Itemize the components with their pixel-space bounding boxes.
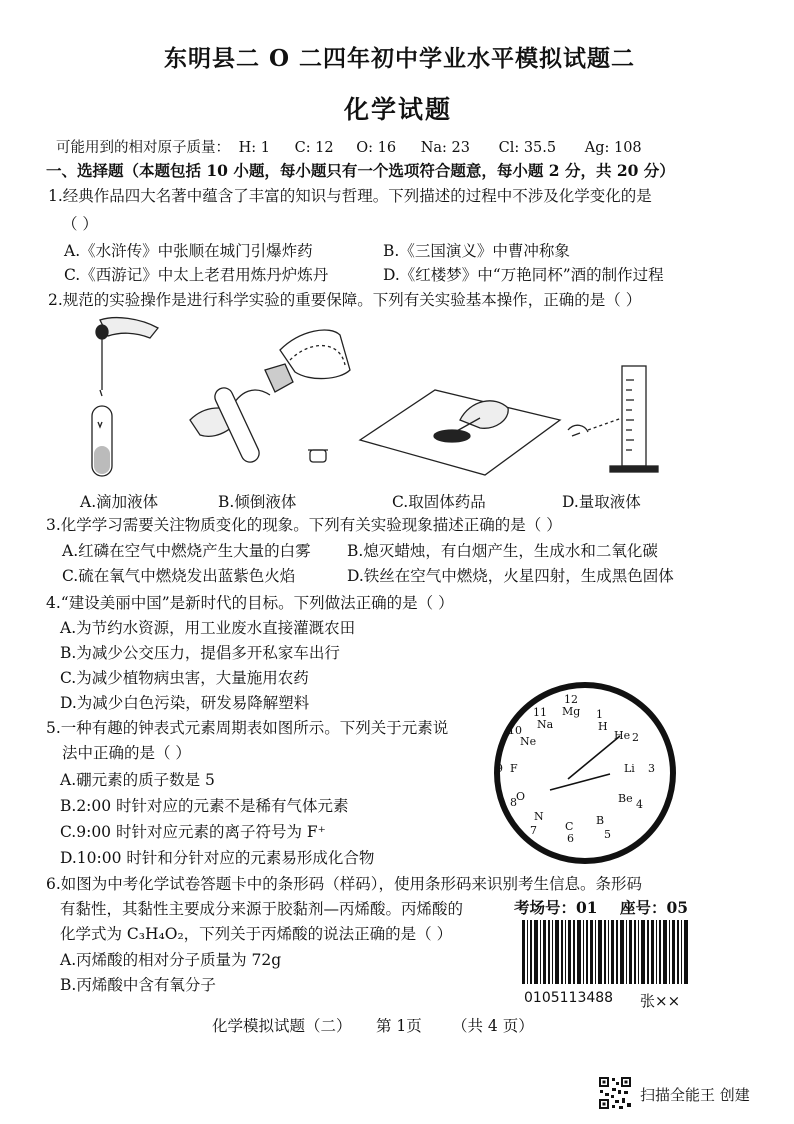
clock-num-1: 1 (596, 708, 603, 721)
q1-option-c: C.《西游记》中太上老君用炼丹炉炼丹 (64, 266, 329, 284)
q4-option-d: D.为减少白色污染，研发易降解塑料 (60, 694, 310, 712)
clock-el-be: Be (618, 792, 633, 805)
clock-face (497, 685, 673, 861)
mass-h: H: 1 (238, 140, 270, 156)
clock-el-o: O (516, 790, 526, 803)
clock-el-li: Li (624, 762, 635, 775)
clock-el-h: H (598, 720, 608, 733)
q1-option-d: D.《红楼梦》中“万艳同杯”酒的制作过程 (383, 266, 664, 284)
clock-el-n: N (534, 810, 544, 823)
clock-el-c: C (565, 820, 574, 833)
clock-periodic-table (490, 678, 680, 868)
clock-num-3: 3 (648, 762, 655, 775)
footer-title: 化学模拟试题（二） (212, 1017, 352, 1035)
clock-num-6: 6 (567, 832, 574, 845)
q4-option-c: C.为减少植物病虫害，大量施用农药 (60, 669, 309, 687)
q5-stem-1: 5.一种有趣的钟表式元素周期表如图所示。下列关于元素说 (46, 719, 449, 737)
q2-caption-a: A.滴加液体 (80, 493, 159, 511)
mass-na: Na: 23 (420, 140, 470, 156)
q5-option-a: A.硼元素的质子数是 5 (60, 771, 215, 789)
clock-el-ne: Ne (520, 735, 537, 748)
solid-illustration (360, 390, 560, 475)
clock-num-4: 4 (636, 798, 643, 811)
clock-el-na: Na (537, 718, 554, 731)
clock-el-b: B (596, 814, 605, 827)
q1-blank: （ ） (62, 215, 98, 233)
q5-option-d: D.10:00 时针和分针对应的元素易形成化合物 (60, 849, 375, 867)
q1-stem: 1.经典作品四大名著中蕴含了丰富的知识与哲理。下列描述的过程中不涉及化学变化的是 (48, 187, 652, 205)
dropper-illustration (92, 318, 158, 476)
q5-stem-2: 法中正确的是（ ） (62, 744, 191, 762)
q1-option-a: A.《水浒传》中张顺在城门引爆炸药 (64, 242, 313, 260)
q3-option-b: B.熄灭蜡烛，有白烟产生，生成水和二氧化碳 (347, 542, 658, 560)
footer-page: 第 1页 (376, 1017, 422, 1035)
q6-line-2: 有黏性，其黏性主要成分来源于胶黏剂—丙烯酸。丙烯酸的 (60, 900, 464, 918)
q3-stem: 3.化学学习需要关注物质变化的现象。下列有关实验现象描述正确的是（ ） (46, 516, 562, 534)
q4-option-a: A.为节约水资源，用工业废水直接灌溉农田 (60, 619, 356, 637)
clock-num-10: 10 (508, 724, 522, 737)
mass-cl: Cl: 35.5 (498, 140, 557, 156)
q3-option-c: C.硫在氧气中燃烧发出蓝紫色火焰 (62, 567, 296, 585)
barcode-seat: 座号：05 (620, 898, 689, 917)
clock-num-12: 12 (564, 693, 578, 706)
q3-option-a: A.红磷在空气中燃烧产生大量的白雾 (62, 542, 311, 560)
q2-caption-d: D.量取液体 (562, 493, 641, 511)
clock-num-9: 9 (496, 762, 503, 775)
clock-el-mg: Mg (562, 705, 581, 718)
q1-option-b: B.《三国演义》中曹冲称象 (383, 242, 570, 260)
mass-ag: Ag: 108 (584, 140, 642, 156)
exam-subtitle: 化学试题 (344, 95, 453, 124)
q2-illustrations (40, 310, 760, 490)
cylinder-illustration (568, 366, 658, 472)
clock-num-7: 7 (530, 824, 537, 837)
barcode-exam-room: 考场号：01 (514, 898, 598, 917)
watermark-text: 扫描全能王 创建 (640, 1086, 750, 1104)
atomic-masses-label: 可能用到的相对原子质量： (56, 140, 230, 156)
clock-num-8: 8 (510, 796, 517, 809)
atomic-masses (56, 136, 642, 157)
barcode-name: 张×× (640, 992, 681, 1010)
q2-caption-c: C.取固体药品 (392, 493, 486, 511)
exam-title: 东明县二 O 二四年初中学业水平模拟试题二 (164, 45, 636, 72)
clock-num-11: 11 (533, 706, 547, 719)
q6-line-3: 化学式为 C₃H₄O₂，下列关于丙烯酸的说法正确的是（ ） (60, 925, 453, 943)
section-heading: 一、选择题（本题包括 10 小题，每小题只有一个选项符合题意，每小题 2 分，共 20 分） (46, 161, 675, 180)
q6-option-a: A.丙烯酸的相对分子质量为 72g (60, 951, 282, 969)
mass-o: O: 16 (356, 140, 397, 156)
q4-stem: 4.“建设美丽中国”是新时代的目标。下列做法正确的是（ ） (46, 594, 454, 612)
clock-el-he: He (614, 729, 631, 742)
q3-option-d: D.铁丝在空气中燃烧，火星四射，生成黑色固体 (347, 567, 674, 585)
q4-option-b: B.为减少公交压力，提倡多开私家车出行 (60, 644, 340, 662)
clock-num-5: 5 (604, 828, 611, 841)
pouring-illustration (190, 330, 350, 465)
q2-stem: 2.规范的实验操作是进行科学实验的重要保障。下列有关实验基本操作，正确的是（ ） (48, 291, 642, 309)
q6-option-b: B.丙烯酸中含有氧分子 (60, 976, 216, 994)
mass-c: C: 12 (294, 140, 334, 156)
q2-caption-b: B.倾倒液体 (218, 493, 297, 511)
qr-code-icon (598, 1076, 632, 1110)
footer-total: （共 4 页） (452, 1017, 534, 1035)
clock-el-f: F (510, 762, 518, 775)
q5-option-c: C.9:00 时针对应元素的离子符号为 F⁺ (60, 823, 326, 841)
q5-option-b: B.2:00 时针对应的元素不是稀有气体元素 (60, 797, 349, 815)
barcode-image (522, 920, 688, 984)
barcode-number: 0105113488 (524, 990, 614, 1006)
clock-num-2: 2 (632, 731, 639, 744)
q6-line-1: 6.如图为中考化学试卷答题卡中的条形码（样码），使用条形码来识别考生信息。条形码 (46, 875, 643, 893)
